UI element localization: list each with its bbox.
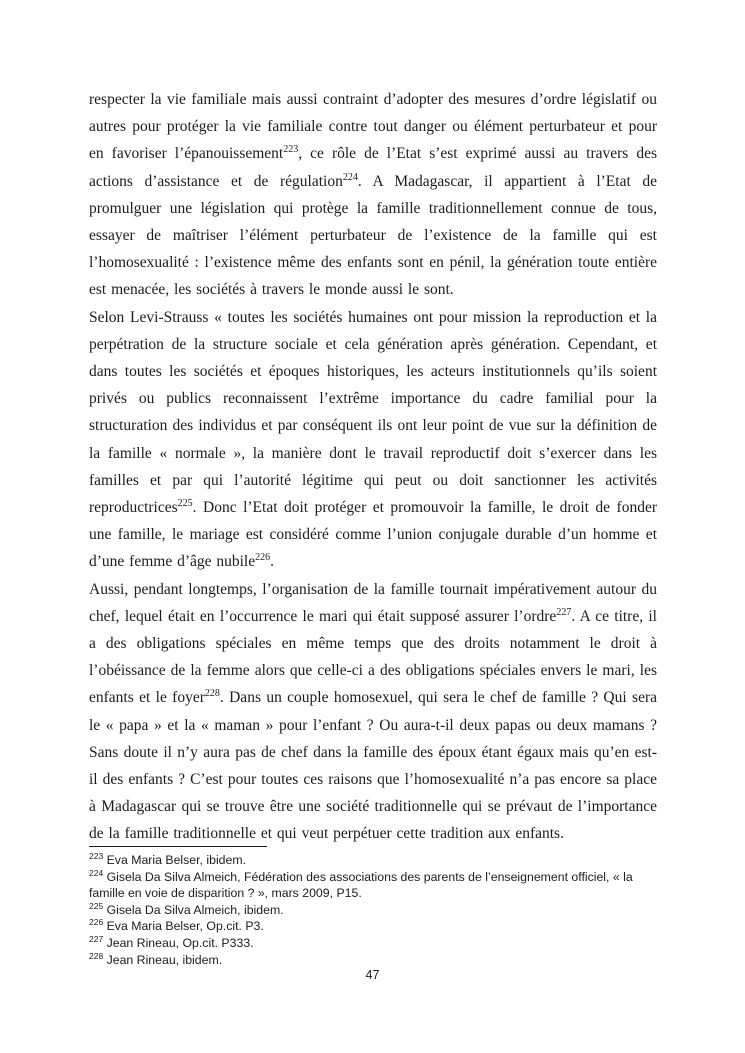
- footnote-item: $^{226}$ Eva Maria Belser, Op.cit. P3.: [89, 917, 264, 934]
- footnote-number: 225: [89, 900, 104, 911]
- footnote-number: 224: [89, 867, 104, 878]
- footnote-number: 226: [89, 917, 104, 928]
- footnote-item: $^{224}$ Gisela Da Silva Almeich, Fédération des associations des parents de l’enseignement officiel, « la famille en voie de disparition ? », mars 2009, P15.: [89, 867, 633, 901]
- footnote-ref: 225: [177, 497, 193, 509]
- page-number: 47: [365, 968, 380, 982]
- footnote-number: 227: [89, 933, 104, 944]
- footnote-number: 223: [89, 850, 104, 861]
- footnote-item: $^{227}$ Jean Rineau, Op.cit. P333.: [89, 933, 254, 950]
- footnote-ref: 224: [342, 171, 358, 183]
- footnote-item: $^{225}$ Gisela Da Silva Almeich, ibidem.: [89, 900, 284, 917]
- footnote-separator: [89, 846, 267, 847]
- footnotes-section: [89, 852, 657, 968]
- body-text: [89, 86, 657, 848]
- footnote-ref: 228: [204, 688, 220, 700]
- footnote-item: $^{228}$ Jean Rineau, ibidem.: [89, 950, 223, 967]
- footnote-ref: 223: [283, 144, 299, 156]
- footnote-ref: 226: [255, 552, 271, 564]
- paragraph: Aussi, pendant longtemps, l’organisation de la famille tournait impérativement autour du chef, lequel était en l’occurrence le mari qui était supposé assurer l’ordre$^{227}$. A ce titre, il a des obligations spéciales en même temps que des droits notamment le droit à l’obéissance de la femme alors que celle-ci a des obligations spéciales envers le mari, les enfants et le foyer$^{228}$. Dans un couple homosexuel, qui sera le chef de famille ? Qui sera le « papa » et la « maman » pour l’enfant ? Ou aura-t-il deux papas ou deux mamans ? Sans doute il n’y aura pas de chef dans la famille des époux étant égaux mais qu’en est-il des enfants ? C’est pour toutes ces raisons que l’homosexualité n’a pas encore sa place à Madagascar qui se trouve être une société traditionnelle qui se prévaut de l’importance de la famille traditionnelle et qui veut perpétuer cette tradition aux enfants.: [89, 580, 657, 843]
- footnote-item: $^{223}$ Eva Maria Belser, ibidem.: [89, 850, 247, 867]
- paragraph: respecter la vie familiale mais aussi contraint d’adopter des mesures d’ordre législatif ou autres pour protéger la vie familiale contre tout danger ou élément perturbateur et pour en favoriser l’épanouissement$^{223}$, ce rôle de l’Etat s’est exprimé aussi au travers des actions d’assistance et de régulation$^{224}$. A Madagascar, il appartient à l’Etat de promulguer une législation qui protège la famille traditionnellement connue de tous, essayer de maîtriser l’élément perturbateur de l’existence de la famille qui est l’homosexualité : l’existence même des enfants sont en pénil, la génération toute entière est menacée, les sociétés à travers le monde aussi le sont.: [89, 91, 657, 299]
- footnote-number: 228: [89, 950, 104, 961]
- footnote-ref: 227: [556, 606, 572, 618]
- paragraph: Selon Levi-Strauss « toutes les sociétés humaines ont pour mission la reproduction et la perpétration de la structure sociale et cela génération après génération. Cependant, et dans toutes les sociétés et époques historiques, les acteurs institutionnels qu’ils soient privés ou publics reconnaissent l’extrême importance du cadre familial pour la structuration des individus et par conséquent ils ont leur point de vue sur la définition de la famille « normale », la manière dont le travail reproductif doit s’exercer dans les familles et par qui l’autorité légitime qui peut ou doit sanctionner les activités reproductrices$^{225}$. Donc l’Etat doit protéger et promouvoir la famille, le droit de fonder une famille, le mariage est considéré comme l’union conjugale durable d’un homme et d’une femme d’âge nubile$^{226}$.: [89, 308, 657, 571]
